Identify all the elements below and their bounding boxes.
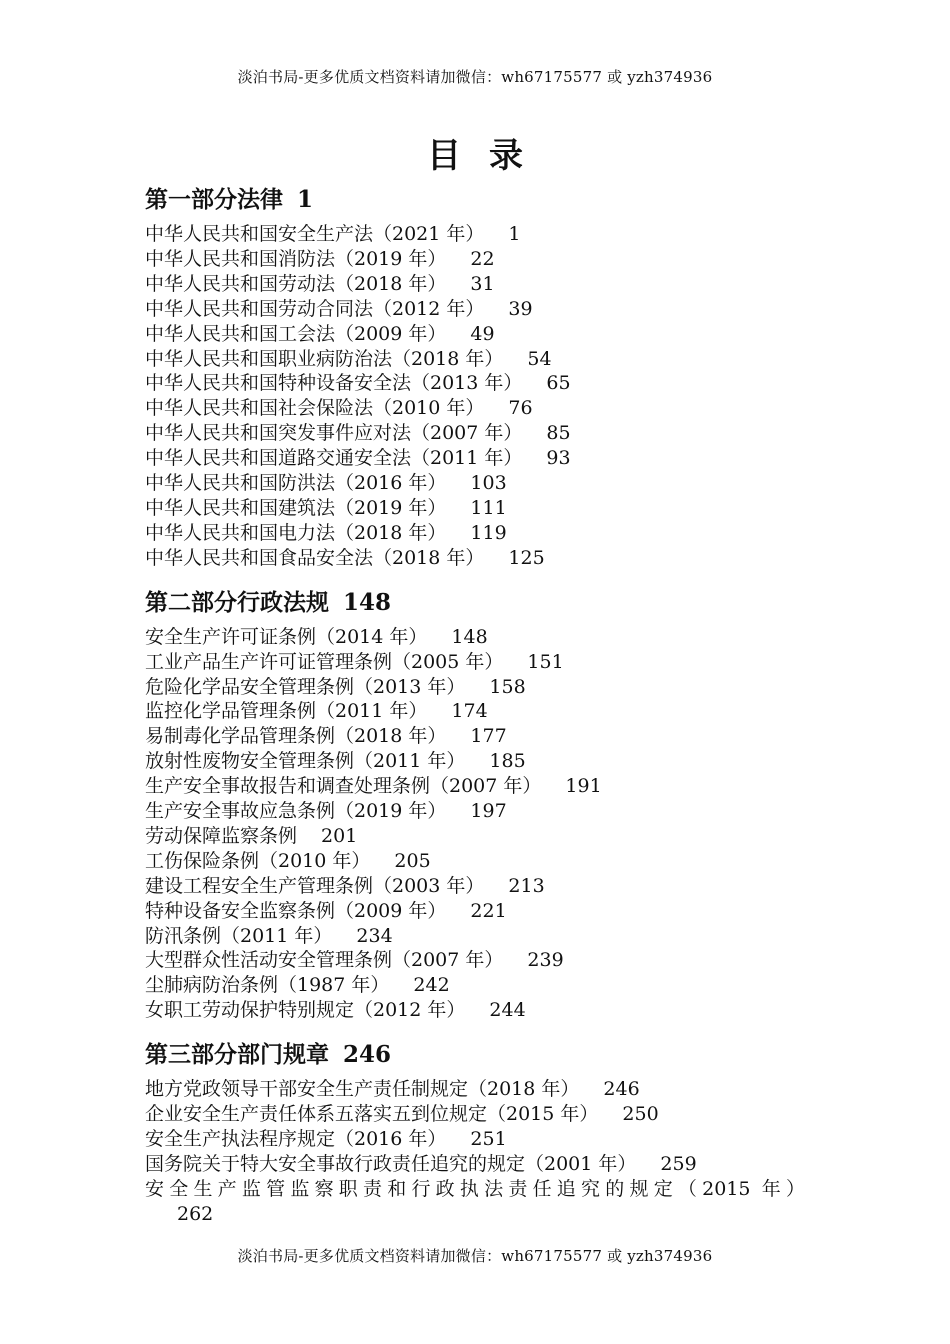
toc-entry[interactable] <box>145 625 805 650</box>
toc-entry-page: 251 <box>470 1128 507 1150</box>
table-of-contents <box>145 182 805 1241</box>
toc-entry[interactable] <box>145 849 805 874</box>
toc-entry-page: 205 <box>394 849 431 872</box>
toc-entry[interactable] <box>145 347 805 372</box>
toc-entry-page: 201 <box>321 824 358 847</box>
section-heading[interactable] <box>145 1037 805 1077</box>
toc-entry-page: 65 <box>546 372 571 395</box>
section-heading-page: 246 <box>343 1041 392 1069</box>
toc-entry-page: 213 <box>508 874 545 897</box>
toc-entry-title: 中华人民共和国食品安全法（2018 年） <box>145 546 485 569</box>
toc-entry-title: 生产安全事故报告和调查处理条例（2007 年） <box>145 775 542 798</box>
toc-entry[interactable] <box>145 899 805 924</box>
toc-entry-title: 防汛条例（2011 年） <box>145 924 333 947</box>
toc-entry-title: 易制毒化学品管理条例（2018 年） <box>145 725 447 748</box>
section-heading-label: 第一部分法律 <box>145 186 283 213</box>
toc-entry[interactable] <box>145 724 805 749</box>
toc-entry[interactable] <box>145 650 805 675</box>
toc-section <box>145 182 805 571</box>
toc-entry-title: 中华人民共和国防洪法（2016 年） <box>145 472 447 495</box>
toc-entry-title: 尘肺病防治条例（1987 年） <box>145 974 390 997</box>
toc-entry-title: 特种设备安全监察条例（2009 年） <box>145 899 447 922</box>
toc-entry-page: 177 <box>470 725 507 748</box>
toc-entry-page: 185 <box>489 750 526 773</box>
toc-entry[interactable] <box>145 1127 805 1152</box>
toc-entry-title: 国务院关于特大安全事故行政责任追究的规定（2001 年） <box>145 1152 637 1175</box>
toc-entry[interactable] <box>145 322 805 347</box>
toc-entry[interactable] <box>145 1102 805 1127</box>
toc-entry-page: 76 <box>508 397 533 420</box>
toc-entry[interactable] <box>145 924 805 949</box>
toc-entry[interactable] <box>145 521 805 546</box>
toc-entry-title: 劳动保障监察条例 <box>145 824 298 847</box>
toc-entry-page: 54 <box>527 347 552 370</box>
toc-entry-page: 22 <box>470 247 495 270</box>
toc-entry-title: 生产安全事故应急条例（2019 年） <box>145 800 447 823</box>
toc-entry[interactable] <box>145 824 805 849</box>
toc-entry-page: 148 <box>451 625 488 648</box>
toc-entry[interactable] <box>145 874 805 899</box>
section-heading[interactable] <box>145 182 805 222</box>
toc-entry-title: 中华人民共和国建筑法（2019 年） <box>145 496 447 519</box>
toc-entry[interactable] <box>145 297 805 322</box>
toc-entry[interactable] <box>145 222 805 247</box>
toc-entry-page: 103 <box>470 472 507 495</box>
toc-entry-page: 239 <box>527 949 564 972</box>
toc-entry-page: 119 <box>470 521 507 544</box>
toc-entry[interactable] <box>145 973 805 998</box>
toc-entry-page: 242 <box>413 974 450 997</box>
toc-entry-title: 中华人民共和国工会法（2009 年） <box>145 322 447 345</box>
toc-entry[interactable] <box>145 749 805 774</box>
toc-entry-list <box>145 1077 805 1226</box>
section-heading-label: 第二部分行政法规 <box>145 588 329 616</box>
toc-entry-page: 221 <box>470 899 507 922</box>
toc-entry-page: 244 <box>489 999 526 1022</box>
toc-entry-page: 125 <box>508 546 545 569</box>
toc-entry-title: 中华人民共和国道路交通安全法（2011 年） <box>145 447 523 470</box>
toc-entry-title: 中华人民共和国职业病防治法（2018 年） <box>145 347 504 370</box>
toc-entry[interactable] <box>145 396 805 421</box>
toc-entry-page: 93 <box>546 447 571 470</box>
toc-entry-list <box>145 222 805 571</box>
toc-entry-page: 151 <box>527 650 564 673</box>
toc-entry[interactable] <box>145 371 805 396</box>
toc-entry-title: 中华人民共和国消防法（2019 年） <box>145 247 447 270</box>
toc-entry-title: 中华人民共和国特种设备安全法（2013 年） <box>145 372 523 395</box>
toc-section <box>145 585 805 1024</box>
toc-entry-page: 250 <box>622 1103 659 1126</box>
toc-entry-title: 地方党政领导干部安全生产责任制规定（2018 年） <box>145 1078 580 1101</box>
toc-entry-title: 女职工劳动保护特别规定（2012 年） <box>145 999 466 1022</box>
toc-entry-page: 111 <box>470 496 507 519</box>
toc-entry-title: 工业产品生产许可证管理条例（2005 年） <box>145 650 504 673</box>
toc-entry-page: 246 <box>603 1078 640 1101</box>
toc-entry[interactable] <box>145 948 805 973</box>
toc-entry-title: 工伤保险条例（2010 年） <box>145 849 371 872</box>
toc-entry-page: 197 <box>470 800 507 823</box>
toc-entry[interactable] <box>145 446 805 471</box>
toc-entry-title: 中华人民共和国劳动合同法（2012 年） <box>145 297 485 320</box>
section-heading-label: 第三部分部门规章 <box>145 1041 329 1069</box>
toc-entry[interactable] <box>145 546 805 571</box>
toc-entry-title: 安全生产执法程序规定（2016 年） <box>145 1128 447 1150</box>
toc-entry[interactable] <box>145 471 805 496</box>
toc-entry[interactable] <box>145 699 805 724</box>
page-footer-watermark: 淡泊书局-更多优质文档资料请加微信：wh67175577 或 yzh374936 <box>237 1247 713 1265</box>
toc-entry[interactable] <box>145 247 805 272</box>
toc-entry[interactable] <box>145 1152 805 1177</box>
toc-entry-list <box>145 625 805 1024</box>
toc-entry-page: 85 <box>546 422 571 445</box>
toc-entry-title: 安全生产许可证条例（2014 年） <box>145 625 428 648</box>
toc-entry-title: 中华人民共和国突发事件应对法（2007 年） <box>145 422 523 445</box>
toc-entry-page: 174 <box>451 700 488 723</box>
toc-entry-title: 安全生产监管监察职责和行政执法责任追究的规定（2015 年） <box>145 1177 805 1200</box>
page-header-watermark: 淡泊书局-更多优质文档资料请加微信：wh67175577 或 yzh374936 <box>237 68 713 86</box>
toc-entry[interactable] <box>145 496 805 521</box>
toc-entry-title: 危险化学品安全管理条例（2013 年） <box>145 675 466 698</box>
toc-entry-page: 39 <box>508 297 533 320</box>
toc-entry-title: 监控化学品管理条例（2011 年） <box>145 700 428 723</box>
toc-entry-page: 234 <box>356 924 393 947</box>
toc-entry-title: 大型群众性活动安全管理条例（2007 年） <box>145 949 504 972</box>
toc-entry-page: 49 <box>470 322 495 345</box>
section-heading-page: 1 <box>297 186 314 213</box>
toc-entry-title: 中华人民共和国安全生产法（2021 年） <box>145 223 485 245</box>
toc-entry[interactable] <box>145 272 805 297</box>
toc-entry-title: 建设工程安全生产管理条例（2003 年） <box>145 874 485 897</box>
toc-entry[interactable] <box>145 675 805 700</box>
toc-entry-page: 259 <box>660 1152 697 1175</box>
section-heading[interactable] <box>145 585 805 625</box>
toc-entry-title: 放射性废物安全管理条例（2011 年） <box>145 750 466 773</box>
toc-entry[interactable] <box>145 1177 805 1202</box>
section-heading-page: 148 <box>343 588 392 616</box>
toc-entry-page: 191 <box>565 775 602 798</box>
toc-entry-page: 158 <box>489 675 526 698</box>
toc-entry-title: 企业安全生产责任体系五落实五到位规定（2015 年） <box>145 1103 599 1126</box>
toc-entry[interactable] <box>145 799 805 824</box>
toc-entry-title: 中华人民共和国电力法（2018 年） <box>145 521 447 544</box>
toc-entry[interactable] <box>145 421 805 446</box>
page-title: 目录 <box>427 136 551 176</box>
toc-entry[interactable] <box>145 1077 805 1102</box>
toc-entry-page: 31 <box>470 272 495 295</box>
toc-section <box>145 1037 805 1226</box>
toc-entry[interactable] <box>145 774 805 799</box>
toc-entry-title: 中华人民共和国劳动法（2018 年） <box>145 272 447 295</box>
toc-entry-title: 中华人民共和国社会保险法（2010 年） <box>145 397 485 420</box>
toc-entry[interactable] <box>145 998 805 1023</box>
toc-entry-page: 1 <box>508 223 521 245</box>
toc-entry-page: 262 <box>177 1202 214 1225</box>
